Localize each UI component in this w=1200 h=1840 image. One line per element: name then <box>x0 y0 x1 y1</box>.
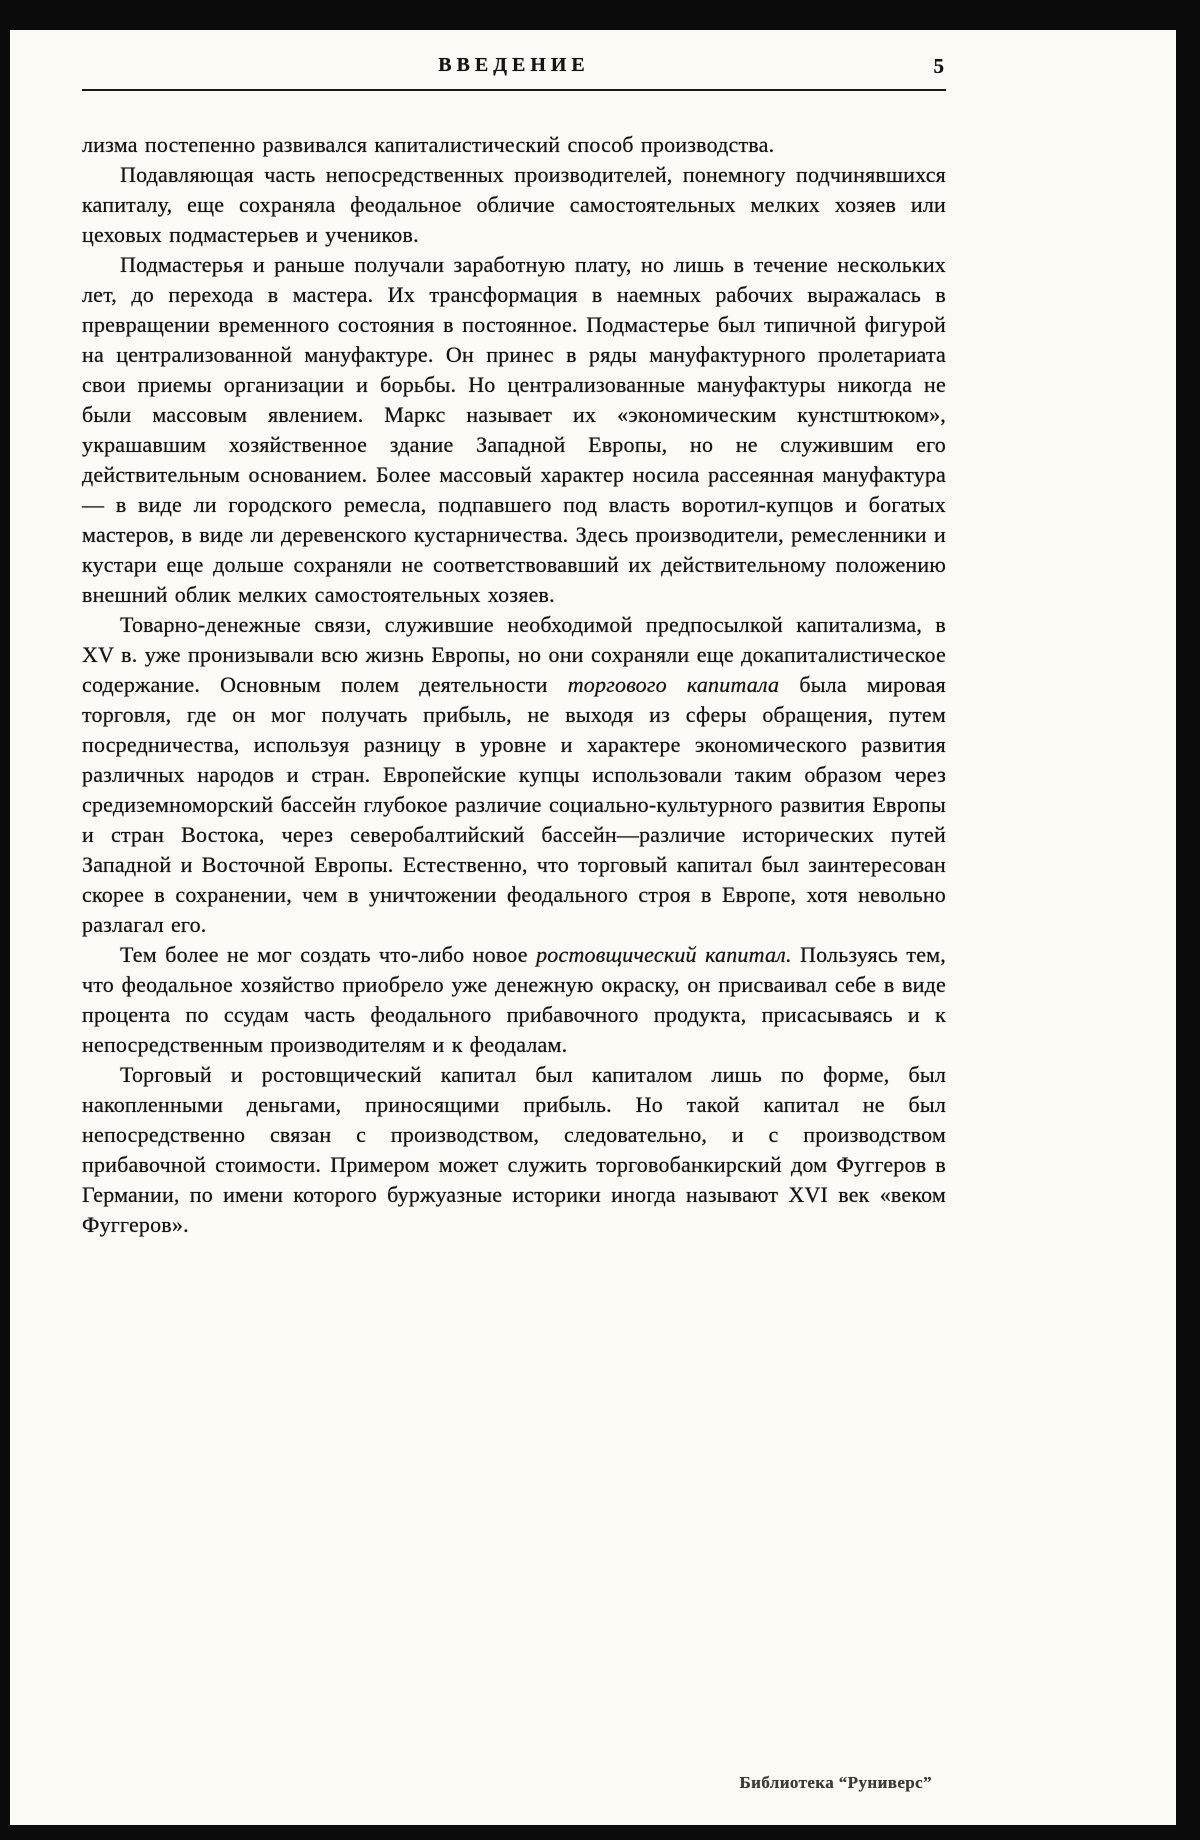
text-column <box>82 130 946 1240</box>
library-watermark: Библиотека “Руниверс” <box>739 1773 932 1792</box>
body-text: лизма постепенно развивался капиталистический способ производства. <box>82 132 775 157</box>
page-number: 5 <box>933 54 944 78</box>
emphasized-text: торгового капитала <box>567 672 780 697</box>
paragraph <box>82 610 946 940</box>
body-text: Торговый и ростовщический капитал был капиталом лишь по форме, был накопленными деньгами, приносящими прибыль. Но такой капитал не был непосредственно связан с производством, следовательно, и с производством прибавочной стоимости. Примером может служить торговобанкирский дом Фуггеров в Германии, по имени которого буржуазные историки иногда называют XVI век «веком Фуггеров». <box>82 1062 946 1237</box>
body-text: была мировая торговля, где он мог получать прибыль, не выходя из сферы обращения, путем посредничества, используя разницу в уровне и характере экономического развития различных народов и стран. Европейские купцы использовали таким образом через средиземноморский бассейн глубокое различие социально-культурного развития Европы и стран Востока, через северобалтийский бассейн—различие исторических путей Западной и Восточной Европы. Естественно, что торговый капитал был заинтересован скорее в сохранении, чем в уничтожении феодального строя в Европе, хотя невольно разлагал его. <box>82 672 946 937</box>
paragraph <box>82 250 946 610</box>
paragraph <box>82 940 946 1060</box>
emphasized-text: ростовщический капитал. <box>536 942 792 967</box>
paragraph <box>82 160 946 250</box>
text-column-wrap <box>82 54 946 1240</box>
body-text: Товарно-денежные связи, служившие необходимой предпосылкой капитализма, в XV в. уже пронизывали всю жизнь Европы, но они сохраняли еще докапиталистическое содержание. Основным полем деятельности <box>82 612 946 697</box>
paragraph <box>82 1060 946 1240</box>
body-text: Подмастерья и раньше получали заработную плату, но лишь в течение нескольких лет, до перехода в мастера. Их трансформация в наемных рабочих выражалась в превращении временного состояния в постоянное. Подмастерье был типичной фигурой на централизованной мануфактуре. Он принес в ряды мануфактурного пролетариата свои приемы организации и борьбы. Но централизованные мануфактуры никогда не были массовым явлением. Маркс называет их «экономическим кунстштюком», украшавшим хозяйственное здание Западной Европы, но не служившим его действительным основанием. Более массовый характер носила рассеянная мануфактура — в виде ли городского ремесла, подпавшего под власть воротил-купцов и богатых мастеров, в виде ли деревенского кустарничества. Здесь производители, ремесленники и кустари еще дольше сохраняли не соответствовавший их действительному положению внешний облик мелких самостоятельных хозяев. <box>82 252 946 607</box>
body-text: Тем более не мог создать что-либо новое <box>120 942 537 967</box>
page-header-title: ВВЕДЕНИЕ <box>438 54 590 76</box>
page-surface <box>10 30 1176 1825</box>
running-head <box>82 54 946 80</box>
header-rule-divider <box>82 89 946 91</box>
page-inner <box>10 54 1176 1840</box>
body-text: Подавляющая часть непосредственных производителей, понемногу подчинявшихся капиталу, еще сохраняла феодальное обличие самостоятельных мелких хозяев или цеховых подмастерьев и учеников. <box>82 162 946 247</box>
paragraph <box>82 130 946 160</box>
body-text: Пользуясь тем, что феодальное хозяйство приобрело уже денежную окраску, он присваивал себе в виде процента по ссудам часть феодального прибавочного продукта, присасываясь и к непосредственным производителям и к феодалам. <box>82 942 946 1057</box>
